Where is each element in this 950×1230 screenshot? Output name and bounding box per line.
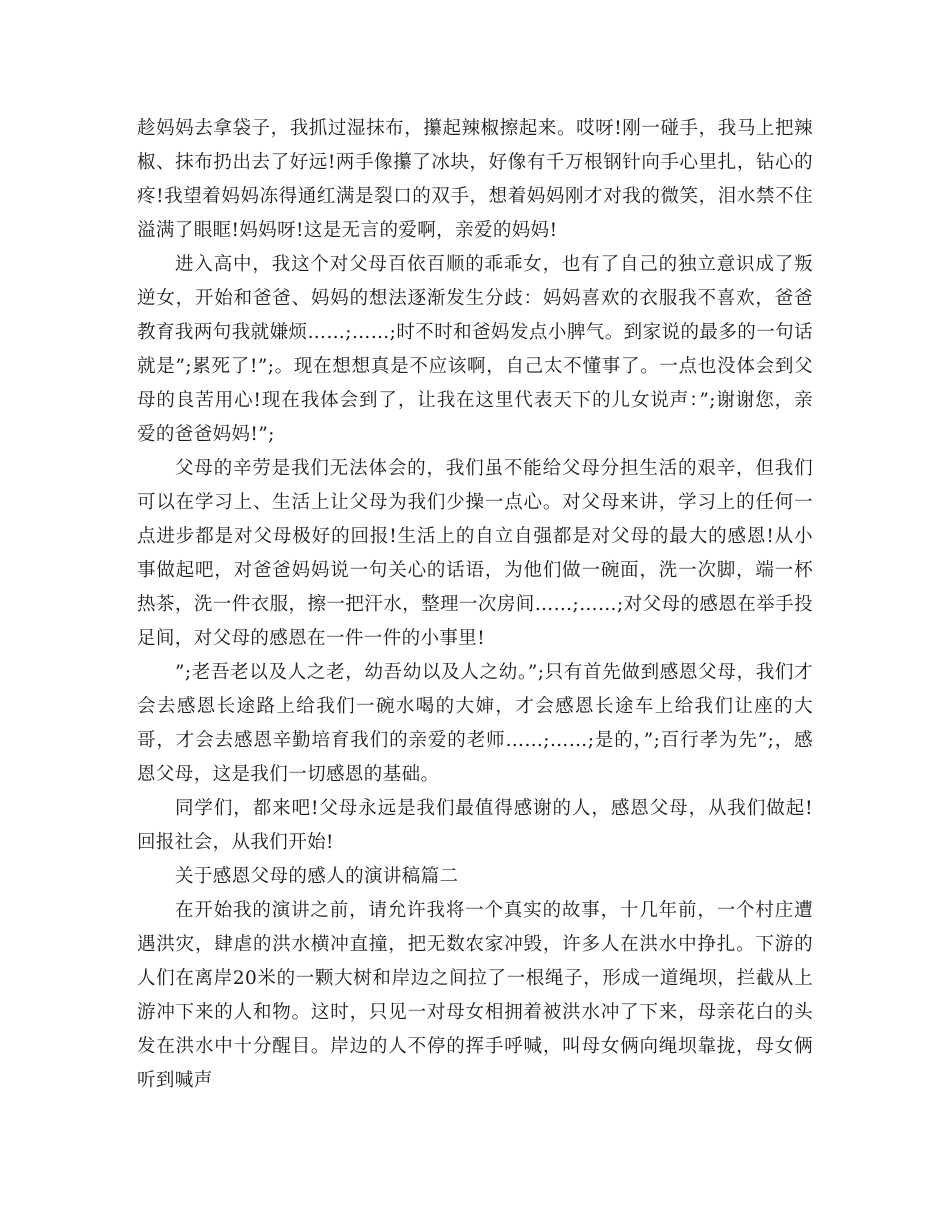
paragraph-2: 进入高中，我这个对父母百依百顺的乖乖女，也有了自己的独立意识成了叛逆女，开始和爸爸、妈妈的想法逐渐发生分歧：妈妈喜欢的衣服我不喜欢，爸爸教育我两句我就嫌烦……;……;时不时和爸妈发点小脾气。到家说的最多的一句话就是”;累死了!”;。现在想想真是不应该啊，自己太不懂事了。一点也没体会到父母的良苦用心!现在我体会到了，让我在这里代表天下的儿女说声：”;谢谢您，亲爱的爸爸妈妈!”; [137, 254, 813, 445]
paragraph-4: ”;老吾老以及人之老，幼吾幼以及人之幼。”;只有首先做到感恩父母，我们才会去感恩长途路上给我们一碗水喝的大婶，才会感恩长途车上给我们让座的大哥，才会去感恩辛勤培育我们的亲爱的老师……;……;是的，”;百行孝为先”;，感恩父母，这是我们一切感恩的基础。 [137, 662, 813, 785]
paragraph-5: 同学们，都来吧!父母永远是我们最值得感谢的人，感恩父母，从我们做起!回报社会，从我们开始! [137, 798, 813, 853]
paragraph-1: 趁妈妈去拿袋子，我抓过湿抹布，攥起辣椒擦起来。哎呀!刚一碰手，我马上把辣椒、抹布扔出去了好远!两手像攥了冰块，好像有千万根钢针向手心里扎，钻心的疼!我望着妈妈冻得通红满是裂口的双手，想着妈妈刚才对我的微笑，泪水禁不住溢满了眼眶!妈妈呀!这是无言的爱啊，亲爱的妈妈! [137, 118, 813, 241]
section-paragraph: 在开始我的演讲之前，请允许我将一个真实的故事，十几年前，一个村庄遭遇洪灾，肆虐的洪水横冲直撞，把无数农家冲毁，许多人在洪水中挣扎。下游的人们在离岸20米的一颗大树和岸边之间拉了一根绳子，形成一道绳坝，拦截从上游冲下来的人和物。这时，只见一对母女相拥着被洪水冲了下来，母亲花白的头发在洪水中十分醒目。岸边的人不停的挥手呼喊，叫母女俩向绳坝靠拢，母女俩听到喊声 [137, 900, 813, 1091]
paragraph-3: 父母的辛劳是我们无法体会的，我们虽不能给父母分担生活的艰辛，但我们可以在学习上、生活上让父母为我们少操一点心。对父母来讲，学习上的任何一点进步都是对父母极好的回报!生活上的自立自强都是对父母的最大的感恩!从小事做起吧，对爸爸妈妈说一句关心的话语，为他们做一碗面，洗一次脚，端一杯热茶，洗一件衣服，擦一把汗水，整理一次房间……;……;对父母的感恩在举手投足间，对父母的感恩在一件一件的小事里! [137, 458, 813, 649]
document-page [137, 112, 813, 1098]
section-title: 关于感恩父母的感人的演讲稿篇二 [175, 866, 459, 887]
